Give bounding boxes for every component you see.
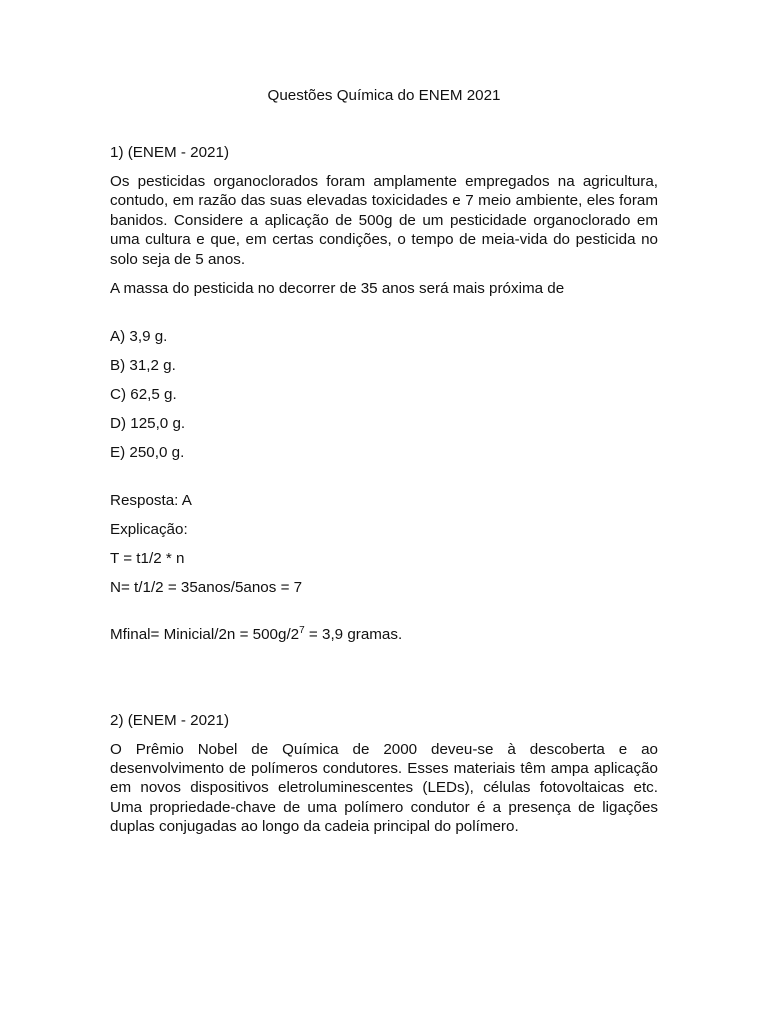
question-2-text: O Prêmio Nobel de Química de 2000 deveu-se à descoberta e ao desenvolvimento de polímeros condutores. Esses materiais têm ampa aplicação em novos dispositivos eletroluminescentes (LEDs), células fotovoltaicas etc. Uma propriedade-chave de uma polímero condutor é a presença de ligações duplas conjugadas ao longo da cadeia principal do polímero. — [110, 740, 658, 836]
option-b: B) 31,2 g. — [110, 356, 176, 374]
answer-line: Resposta: A — [110, 491, 192, 509]
question-1-options — [110, 327, 658, 462]
spacer — [110, 607, 658, 625]
question-1-text: Os pesticidas organoclorados foram amplamente empregados na agricultura, contudo, em razão das suas elevadas toxicidades e 7 meio ambiente, eles foram banidos. Considere a aplicação de 500g de um pesticidade organoclorado em uma cultura e que, em certas condições, o tempo de meia-vida do pesticida no solo seja de 5 anos. — [110, 173, 658, 268]
document-title: Questões Química do ENEM 2021 — [267, 87, 501, 104]
formula-3-result: = 3,9 gramas. — [304, 625, 403, 643]
explanation-label: Explicação: — [110, 520, 188, 538]
formula-line-2: N= t/1/2 = 35anos/5anos = 7 — [110, 578, 303, 596]
option-d: D) 125,0 g. — [110, 414, 186, 432]
question-2-header: 2) (ENEM - 2021) — [110, 711, 230, 729]
spacer — [110, 472, 658, 491]
formula-line-1: T = t1/2 * n — [110, 549, 185, 567]
question-1-prompt: A massa do pesticida no decorrer de 35 anos será mais próxima de — [110, 279, 565, 297]
document-body — [110, 143, 658, 846]
option-c: C) 62,5 g. — [110, 385, 177, 403]
spacer — [110, 654, 658, 711]
option-a: A) 3,9 g. — [110, 327, 168, 345]
formula-line-3 — [110, 625, 658, 644]
formula-3-main: Mfinal= Minicial/2n = 500g/2 — [110, 625, 300, 643]
spacer — [110, 308, 658, 327]
question-1-header: 1) (ENEM - 2021) — [110, 144, 230, 161]
option-e: E) 250,0 g. — [110, 443, 185, 461]
formula-3-exponent: 7 — [299, 624, 305, 636]
